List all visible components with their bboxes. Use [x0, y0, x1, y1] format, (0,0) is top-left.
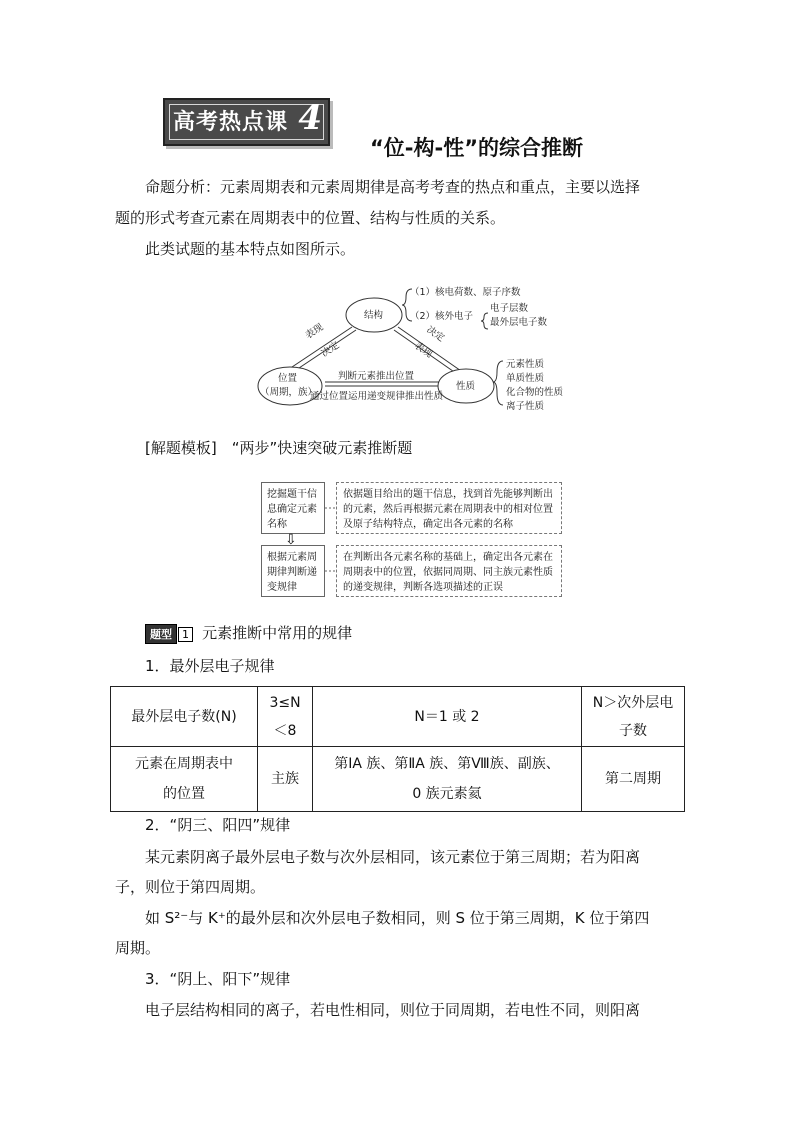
rule2-paragraph1-line2: 子，则位于第四周期。 — [115, 878, 266, 896]
table-cell-line: 的位置 — [163, 786, 205, 803]
rule3-paragraph1: 电子层结构相同的离子，若电性相同，则位于同周期，若电性不同，则阳离 — [145, 1001, 641, 1019]
diagram-prop-item-1: 元素性质 — [506, 359, 545, 370]
analysis-line-2: 题的形式考查元素在周期表中的位置、结构与性质的关系。 — [115, 209, 506, 227]
diagram-position-line2: （周期，族） — [260, 387, 318, 398]
table-row — [111, 687, 685, 747]
template-heading: [解题模板] “两步”快速突破元素推断题 — [145, 439, 413, 457]
structure-position-property-diagram — [250, 275, 580, 415]
table-cell — [111, 747, 258, 812]
table-cell: N＝1 或 2 — [313, 687, 582, 747]
table-cell-line: 0 族元素氦 — [412, 786, 482, 803]
rule2-title: 2．“阴三、阳四”规律 — [145, 816, 291, 834]
table-cell-line: 元素在周期表中 — [135, 756, 233, 773]
table-cell: 最外层电子数(N) — [111, 687, 258, 747]
feature-line: 此类试题的基本特点如图所示。 — [145, 240, 356, 258]
diagram-bottom-bottom: 通过位置运用递变规律推出性质 — [310, 391, 444, 402]
flow-connectors — [325, 500, 337, 580]
table-cell — [313, 747, 582, 812]
outer-electron-rule-table — [110, 686, 685, 812]
type-badge: 题型 — [145, 624, 177, 644]
rule2-paragraph2-line1: 如 S²⁻与 K⁺的最外层和次外层电子数相同，则 S 位于第三周期，K 位于第四 — [145, 909, 650, 927]
analysis-line-1: 命题分析：元素周期表和元素周期律是高考考查的热点和重点，主要以选择 — [145, 178, 641, 196]
type1-title: 元素推断中常用的规律 — [202, 624, 353, 642]
page-title: “位-构-性”的综合推断 — [370, 136, 584, 160]
diagram-right-down: 表现 — [412, 340, 435, 361]
lesson-number: 4 — [298, 98, 322, 138]
diagram-prop-item-3: 化合物的性质 — [506, 387, 564, 398]
table-cell — [258, 687, 313, 747]
diagram-prop-item-4: 离子性质 — [506, 401, 545, 412]
lesson-tag: 高考热点课 — [173, 109, 289, 135]
diagram-struct-item1: （1）核电荷数、原子序数 — [410, 287, 521, 298]
rule2-paragraph1-line1: 某元素阴离子最外层电子数与次外层相同，该元素位于第三周期；若为阳离 — [145, 848, 641, 866]
diagram-position-line1: 位置 — [278, 373, 298, 384]
diagram-left-down: 决定 — [319, 339, 342, 360]
table-cell-line: ＜8 — [273, 722, 297, 739]
rule2-paragraph2-line2: 周期。 — [115, 939, 161, 957]
step1-description: 依据题目给出的题干信息，找到首先能够判断出的元素，然后再根据元素在周期表中的相对位置及原子结构特点，确定出各元素的名称 — [336, 482, 562, 534]
diagram-right-up: 决定 — [424, 324, 447, 345]
down-arrow-icon: ⇩ — [285, 532, 297, 548]
diagram-bottom-top: 判断元素推出位置 — [338, 371, 415, 382]
diagram-prop-item-2: 单质性质 — [506, 373, 545, 384]
electron-brace — [481, 313, 488, 329]
table-cell: 第二周期 — [582, 747, 685, 812]
table-row — [111, 747, 685, 812]
table-cell-line: 3≤N — [269, 694, 301, 711]
type-badge-number: 1 — [178, 627, 193, 642]
table-cell: 主族 — [258, 747, 313, 812]
table-cell-line: N＞次外层电 — [592, 694, 674, 711]
step1-box: 挖掘题干信息确定元素名称 — [261, 482, 325, 534]
type1-heading — [145, 622, 352, 644]
diagram-left-up: 表现 — [303, 321, 326, 342]
rule1-title: 1．最外层电子规律 — [145, 657, 275, 675]
step2-box: 根据元素周期律判断递变规律 — [261, 545, 325, 597]
table-cell-line: 第ⅠA 族、第ⅡA 族、第Ⅷ族、副族、 — [334, 756, 560, 773]
step2-description: 在判断出各元素名称的基础上，确定出各元素在周期表中的位置，依据同周期、同主族元素性质的递变规律，判断各选项描述的正误 — [336, 545, 562, 597]
table-cell-line: 子数 — [619, 722, 647, 739]
diagram-structure: 结构 — [364, 310, 384, 321]
diagram-electron-layers: 电子层数 — [490, 303, 529, 314]
property-brace — [493, 361, 503, 405]
diagram-outer-electrons: 最外层电子数 — [490, 317, 548, 328]
lesson-banner — [163, 98, 330, 146]
table-cell — [582, 687, 685, 747]
diagram-struct-item2: （2）核外电子 — [410, 311, 474, 322]
rule3-title: 3．“阴上、阳下”规律 — [145, 970, 291, 988]
diagram-property: 性质 — [456, 381, 476, 392]
